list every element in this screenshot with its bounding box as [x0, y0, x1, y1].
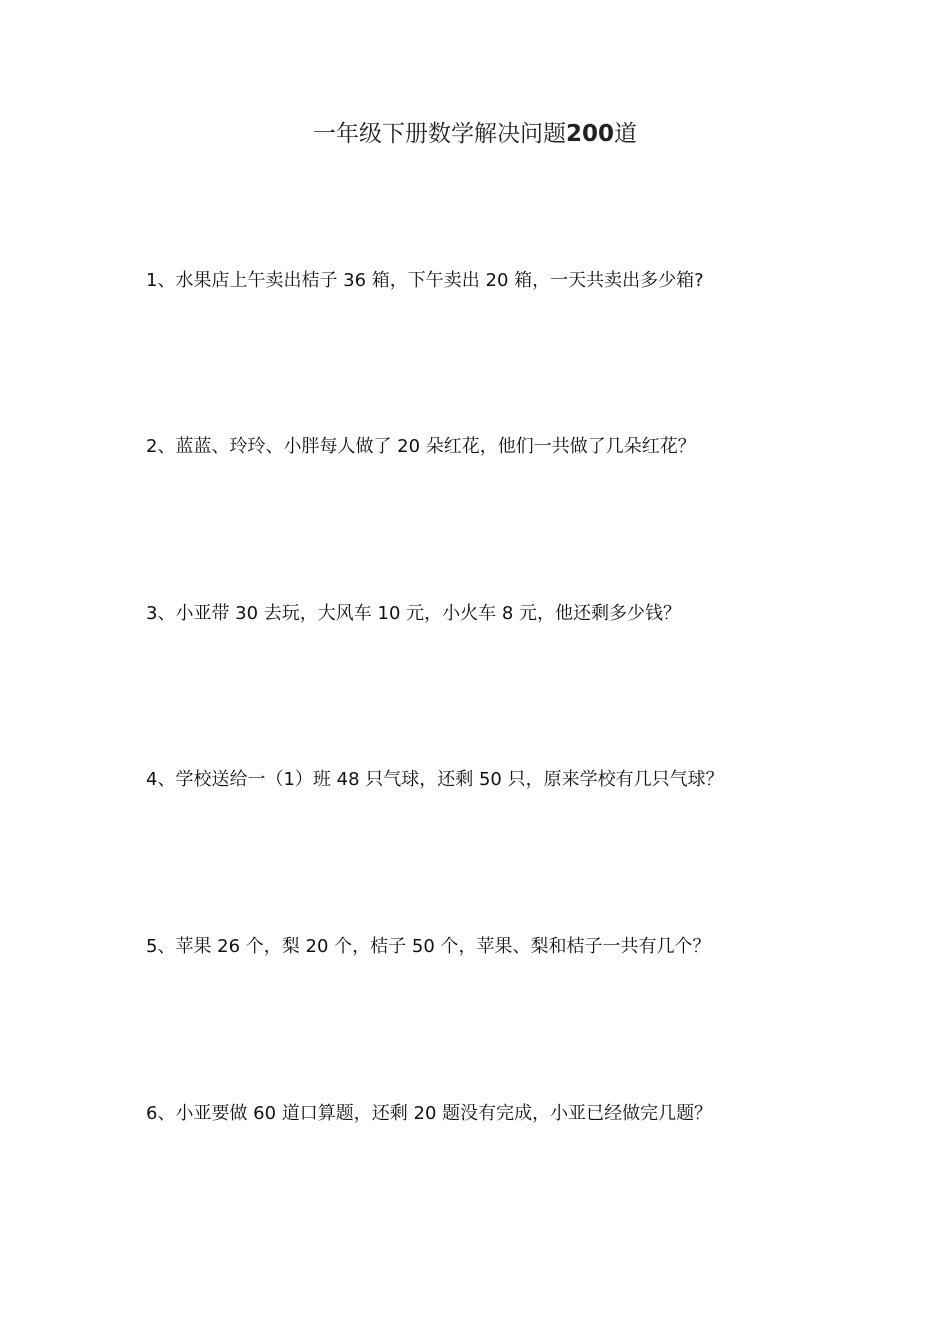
question-3: 3、小亚带 30 去玩，大风车 10 元，小火车 8 元，他还剩多少钱？ [146, 603, 682, 624]
document-title [0, 118, 950, 150]
question-5: 5、苹果 26 个，梨 20 个，桔子 50 个，苹果、梨和桔子一共有几个？ [146, 936, 711, 957]
question-4: 4、学校送给一（1）班 48 只气球，还剩 50 只，原来学校有几只气球？ [146, 769, 724, 790]
title-text: 一年级下册数学解决问题 [312, 121, 566, 147]
question-6: 6、小亚要做 60 道口算题，还剩 20 题没有完成，小亚已经做完几题？ [146, 1103, 713, 1124]
title-suffix: 道 [614, 121, 637, 147]
question-2: 2、蓝蓝、玲玲、小胖每人做了 20 朵红花，他们一共做了几朵红花？ [146, 436, 696, 457]
title-number: 200 [565, 121, 614, 147]
question-1: 1、水果店上午卖出桔子 36 箱，下午卖出 20 箱，一天共卖出多少箱? [146, 270, 704, 291]
